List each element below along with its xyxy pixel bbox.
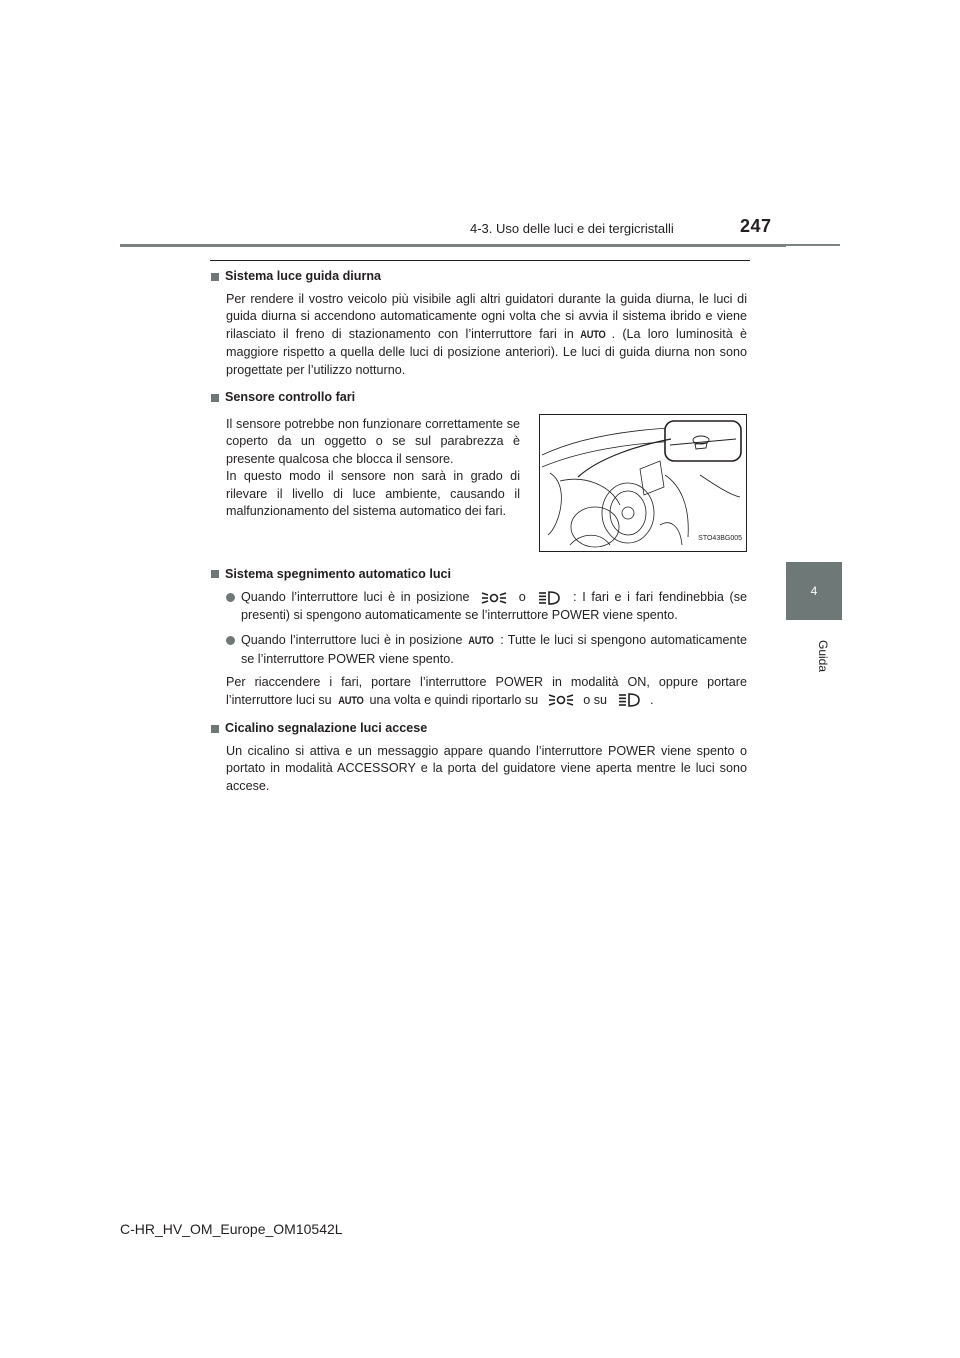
- side-tab-chapter-label: Guida: [816, 640, 830, 673]
- sensor-paragraph: Il sensore potrebbe non funzionare correttamente se coperto da un oggetto o se sul parabrezza è presente qualcosa che blocca il sensore. In questo modo il sensore non sarà in grado di rilevare il livello di luce ambiente, causando il malfunzionamento del sistema automatico dei fari.: [226, 416, 520, 518]
- sensor-row: [211, 412, 747, 552]
- document-code: C-HR_HV_OM_Europe_OM10542L: [120, 1221, 343, 1237]
- page-number: 247: [740, 216, 772, 236]
- section-heading: Cicalino segnalazione luci accese: [211, 720, 747, 738]
- headlight-icon: [537, 590, 561, 606]
- drl-paragraph: Per rendere il vostro veicolo più visibile agli altri guidatori durante la guida diurna, le luci di guida diurna si accendono automaticamente ogni volta che si avvia il sistema ibrido e viene rilasciato il freno di stazionamento con l’interruttore fari in AUTO . (La loro luminosità è maggiore rispetto a quella delle luci di posizione anteriori). Le luci di guida diurna non sono progettate per l’utilizzo notturno.: [226, 291, 747, 377]
- tail-light-icon: [548, 692, 574, 708]
- section-heading: Sensore controllo fari: [211, 389, 747, 407]
- header-section-title: 4-3. Uso delle luci e dei tergicristalli: [470, 221, 674, 236]
- buzzer-paragraph: Un cicalino si attiva e un messaggio appare quando l’interruttore POWER viene spento o portato in modalità ACCESSORY e la porta del guidatore viene aperta mentre le luci sono accese.: [226, 743, 747, 793]
- side-tab-chapter-number: 4: [786, 562, 842, 620]
- section-heading: Sistema spegnimento automatico luci: [211, 566, 747, 584]
- round-bullet-icon: [226, 593, 235, 602]
- square-bullet-icon: [211, 725, 219, 733]
- auto-switch-icon: AUTO: [468, 635, 495, 647]
- section-auto-off: [211, 566, 747, 711]
- square-bullet-icon: [211, 570, 219, 578]
- headlight-icon: [617, 692, 641, 708]
- side-tab-upper: [786, 246, 842, 562]
- section-drl: [211, 268, 747, 379]
- square-bullet-icon: [211, 273, 219, 281]
- list-item: Quando l’interruttore luci è in posizione o : I fari e i fari fendinebbia (se presenti) si spengono automaticamente se l’interruttore POWER viene spento.: [226, 589, 747, 624]
- section-sensor: [211, 389, 747, 552]
- section-heading: Sistema luce guida diurna: [211, 268, 747, 286]
- relight-paragraph: Per riaccendere i fari, portare l’interruttore POWER in modalità ON, oppure portare l’interruttore luci su AUTO una volta e quindi riportarlo su o su .: [226, 674, 747, 710]
- main-content: [211, 268, 747, 805]
- auto-switch-icon: AUTO: [580, 328, 606, 341]
- content-top-rule: [210, 260, 750, 261]
- header-rule: [120, 244, 840, 247]
- tail-light-icon: [481, 590, 507, 606]
- square-bullet-icon: [211, 394, 219, 402]
- section-buzzer: [211, 720, 747, 795]
- round-bullet-icon: [226, 636, 235, 645]
- auto-switch-icon: AUTO: [337, 694, 364, 707]
- dashboard-sensor-illustration: [539, 414, 747, 552]
- list-item: Quando l’interruttore luci è in posizione AUTO : Tutte le luci si spengono automaticamente se l’interruttore POWER viene spento.: [226, 632, 747, 668]
- figure-code: STO43BG005: [698, 535, 742, 542]
